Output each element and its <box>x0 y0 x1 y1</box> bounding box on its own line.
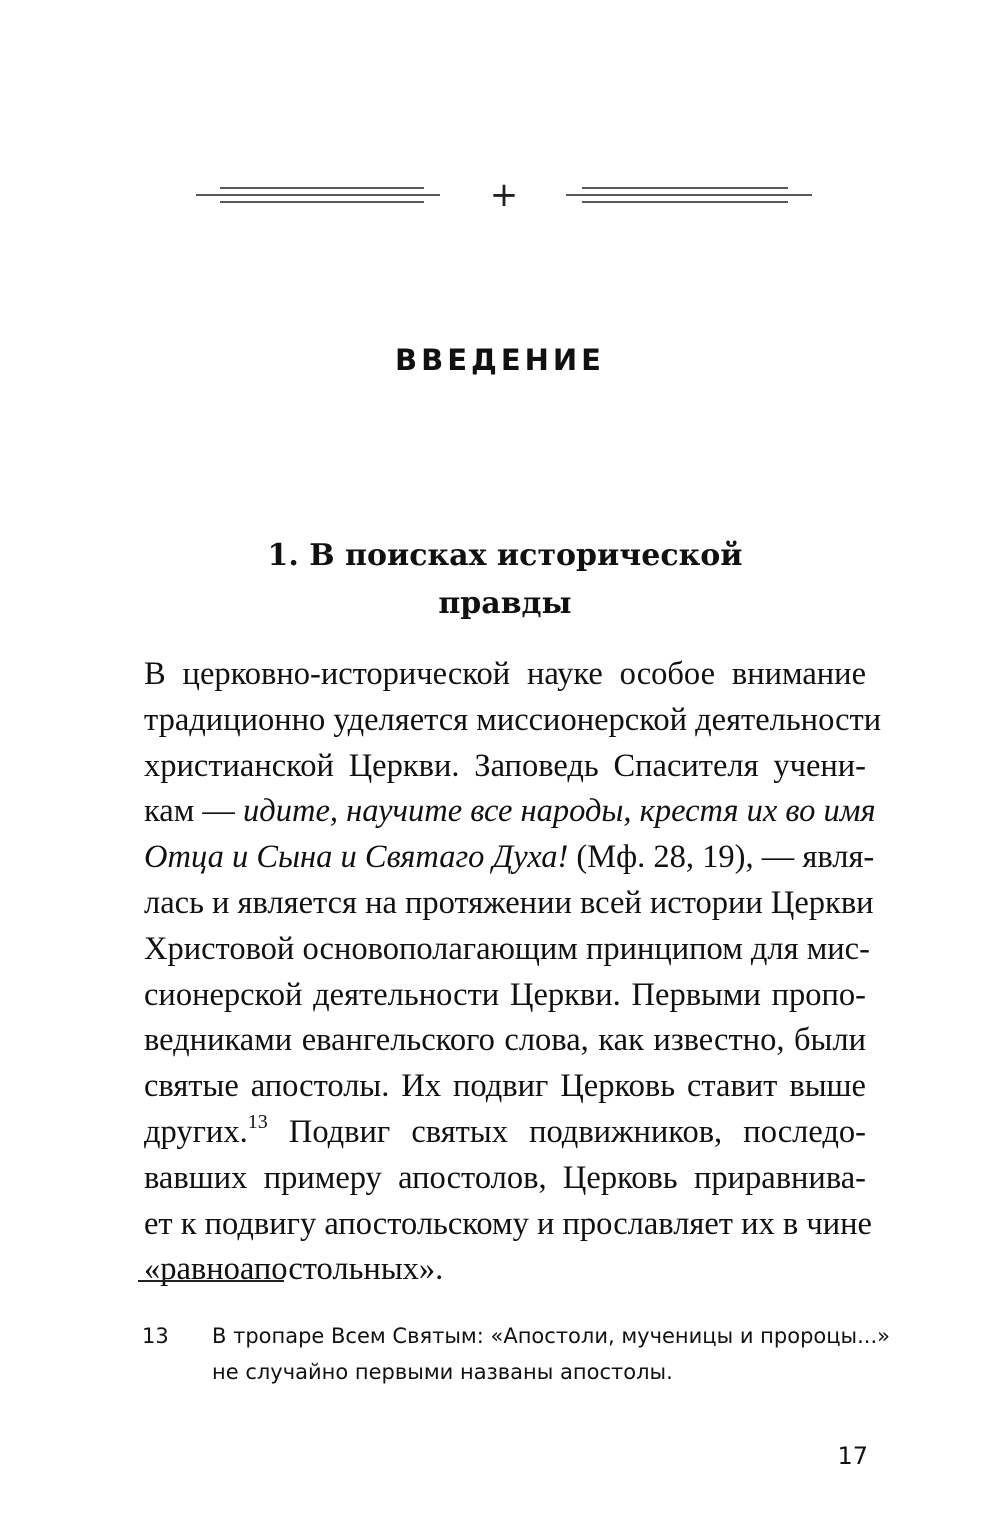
body-line <box>144 789 876 835</box>
scripture-quote: идите, научите все народы, крестя их во имя <box>243 793 876 830</box>
footnote-text <box>212 1318 892 1390</box>
header-ornament <box>0 178 1000 218</box>
body-line: вавших примеру апостолов, Церковь приравнива- <box>144 1159 866 1196</box>
body-text-run: (Мф. 28, 19), — явля- <box>568 839 875 876</box>
body-line: Христовой основополагающим принципом для мис- <box>144 930 870 967</box>
body-text-run: Подвиг святых подвижников, последо- <box>267 1113 866 1150</box>
footnote-reference[interactable]: 13 <box>247 1110 268 1133</box>
chapter-title <box>200 532 810 628</box>
footnote-line: не случайно первыми названы апостолы. <box>212 1360 673 1384</box>
body-paragraph <box>144 652 882 1293</box>
body-line: святые апостолы. Их подвиг Церковь ставит выше <box>144 1068 866 1105</box>
footnote-divider <box>138 1280 284 1282</box>
cross-icon: + <box>489 178 519 215</box>
section-title: ВВЕДЕНИЕ <box>394 343 605 377</box>
body-line <box>144 835 875 881</box>
body-line: сионерской деятельности Церкви. Первыми пропо- <box>144 976 866 1013</box>
body-text-run: других. <box>144 1113 248 1150</box>
footnote-line: В тропаре Всем Святым: «Апостоли, мученицы и пророцы...» <box>212 1324 891 1348</box>
page-number: 17 <box>837 1442 868 1470</box>
scripture-quote: Отца и Сына и Святаго Духа! <box>144 839 569 876</box>
chapter-title-line-1: 1. В поисках исторической <box>267 538 743 573</box>
body-line: традиционно уделяется миссионерской деятельности <box>144 701 882 738</box>
body-line: лась и является на протяжении всей истории Церкви <box>144 884 874 921</box>
body-line: «равноапостольных». <box>144 1251 444 1288</box>
ornament-lines <box>0 178 1000 218</box>
body-line: христианской Церкви. Заповедь Спасителя учени- <box>144 747 866 784</box>
body-line: В церковно-исторической науке особое внимание <box>144 656 866 692</box>
footnote-number: 13 <box>142 1324 169 1348</box>
body-line: ет к подвигу апостольскому и прославляет их в чине <box>144 1205 872 1242</box>
chapter-title-line-2: правды <box>438 586 572 621</box>
body-line: ведниками евангельского слова, как известно, были <box>144 1022 866 1059</box>
body-text-run: кам — <box>144 793 244 830</box>
body-line <box>144 1110 866 1156</box>
